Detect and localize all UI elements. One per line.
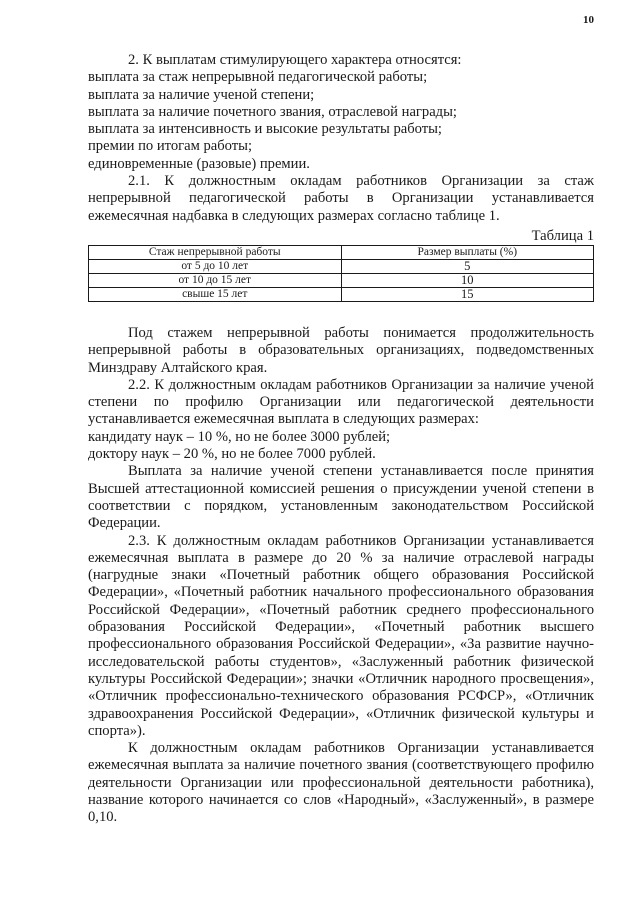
paragraph-2-2: 2.2. К должностным окладам работников Организации за наличие ученой степени по профилю Организации или педагогической деятельности устанавливается ежемесячная выплата в следующих размерах: xyxy=(88,376,594,428)
table-cell: 10 xyxy=(341,274,594,288)
paragraph-2-3: 2.3. К должностным окладам работников Организации устанавливается ежемесячная выплата в размере до 20 % за наличие отраслевой награды (нагрудные знаки «Почетный работник общего образования Российской Федерации», «Почетный работник начального профессионального образования Российской Федерации», «Почетный работник среднего профессионального образования Российской Федерации», «Почетный работник высшего профессионального образования Российской Федерации», «За развитие научно-исследовательской работы студентов», «Заслуженный работник физической культуры Российской Федерации»; значки «Отличник народного просвещения», «Отличник профессионально-технического образования РСФСР», «Отличник здравоохранения Российской Федерации», «Отличник физической культуры и спорта»). xyxy=(88,532,594,739)
list-item: выплата за стаж непрерывной педагогической работы; xyxy=(88,69,428,86)
table-row xyxy=(89,288,594,302)
paragraph-stazh-definition: Под стажем непрерывной работы понимается продолжительность непрерывной работы в образовательных организациях, подведомственных Минздраву Алтайского края. xyxy=(88,325,594,376)
list-item: выплата за наличие почетного звания, отраслевой награды; xyxy=(88,103,457,120)
list-item: доктору наук – 20 %, но не более 7000 рублей. xyxy=(88,446,376,463)
paragraph-honorary-title: К должностным окладам работников Организации устанавливается ежемесячная выплата за наличие почетного звания (соответствующего профилю деятельности Организации или профессиональной деятельности работника), название которого начинается со слов «Народный», «Заслуженный», в размере 0,10. xyxy=(88,740,594,826)
list-item: единовременные (разовые) премии. xyxy=(88,155,310,172)
table-caption: Таблица 1 xyxy=(531,228,594,244)
list-item: кандидату наук – 10 %, но не более 3000 рублей; xyxy=(88,428,391,445)
paragraph-degree-payment: Выплата за наличие ученой степени устанавливается после принятия Высшей аттестационной комиссией решения о присуждении ученой степени в соответствии с порядком, установленным законодательством Российской Федерации. xyxy=(88,463,594,532)
list-item: выплата за наличие ученой степени; xyxy=(88,86,315,103)
column-header-razmer: Размер выплаты (%) xyxy=(341,246,594,260)
table-cell: 15 xyxy=(341,288,594,302)
table-cell: от 5 до 10 лет xyxy=(89,260,342,274)
table-cell: 5 xyxy=(341,260,594,274)
table-row xyxy=(89,260,594,274)
table-row xyxy=(89,274,594,288)
table-cell: свыше 15 лет xyxy=(89,288,342,302)
body-text xyxy=(88,325,594,827)
paragraph-2-1: 2.1. К должностным окладам работников Организации за стаж непрерывной педагогической работы в Организации устанавливается ежемесячная надбавка в следующих размерах согласно таблице 1. xyxy=(88,173,594,224)
column-header-stazh: Стаж непрерывной работы xyxy=(89,246,342,260)
section-2-heading: 2. К выплатам стимулирующего характера относятся: xyxy=(128,52,462,68)
page-number: 10 xyxy=(583,14,594,26)
list-item: выплата за интенсивность и высокие результаты работы; xyxy=(88,121,442,138)
table-1 xyxy=(88,245,594,302)
list-item: премии по итогам работы; xyxy=(88,138,253,155)
section-2-list xyxy=(88,52,594,225)
table-header-row xyxy=(89,246,594,260)
table-cell: от 10 до 15 лет xyxy=(89,274,342,288)
